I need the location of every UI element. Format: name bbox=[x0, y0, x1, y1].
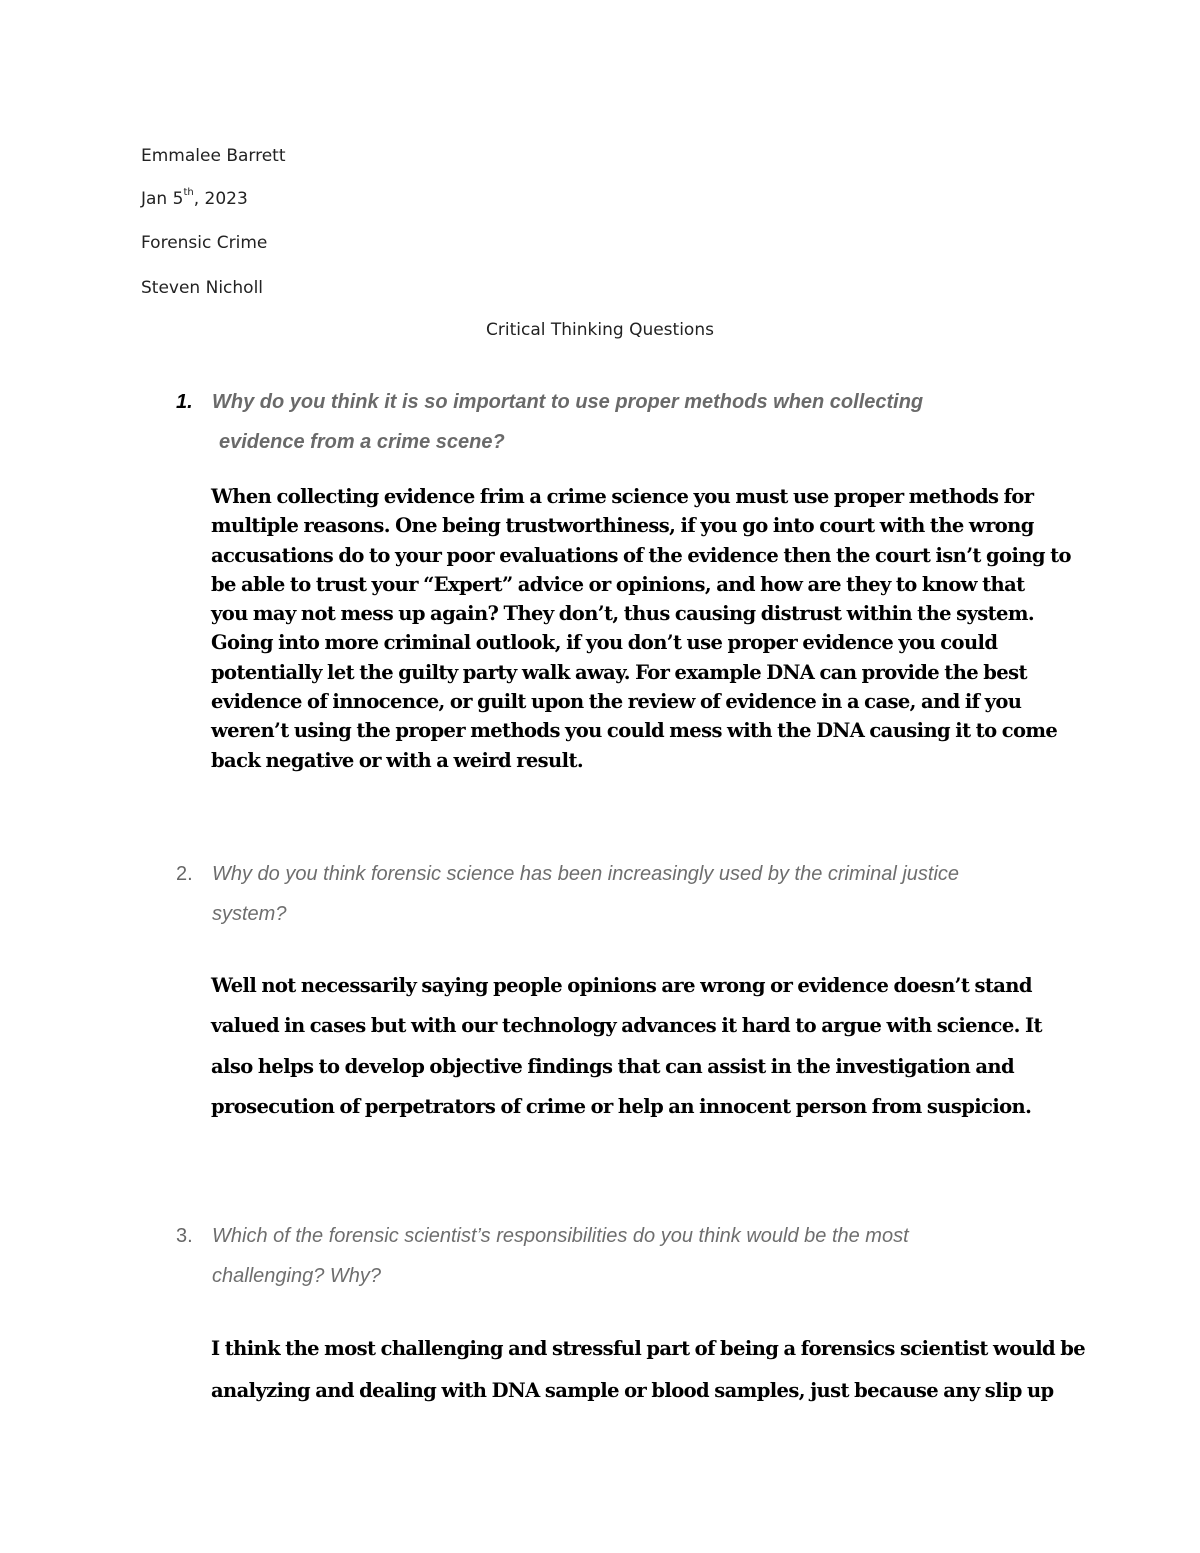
question-1-line-2: evidence from a crime scene? bbox=[219, 431, 505, 453]
document-title: Critical Thinking Questions bbox=[486, 320, 714, 340]
answer-2-line: valued in cases but with our technology advances it hard to argue with science. It bbox=[211, 1014, 1042, 1038]
question-1-number: 1. bbox=[176, 391, 193, 413]
answer-1-line: potentially let the guilty party walk away. For example DNA can provide the best bbox=[211, 660, 1027, 684]
question-2-line-2: system? bbox=[212, 903, 287, 925]
question-2-number: 2. bbox=[176, 863, 193, 885]
answer-1-line: multiple reasons. One being trustworthiness, if you go into court with the wrong bbox=[211, 514, 1034, 538]
answer-2-line: Well not necessarily saying people opinions are wrong or evidence doesn’t stand bbox=[211, 974, 1032, 997]
question-1-line-1: Why do you think it is so important to use proper methods when collecting bbox=[212, 391, 924, 413]
question-3-line-2: challenging? Why? bbox=[212, 1265, 381, 1287]
answer-3 bbox=[211, 1328, 1091, 1412]
answer-1-line: weren’t using the proper methods you could mess with the DNA causing it to come bbox=[211, 719, 1058, 743]
answer-1-line: accusations do to your poor evaluations of the evidence then the court isn’t going to bbox=[211, 543, 1071, 567]
answer-1-line: back negative or with a weird result. bbox=[211, 748, 584, 772]
date-ordinal: th bbox=[183, 187, 194, 199]
answer-1-line: you may not mess up again? They don’t, thus causing distrust within the system. bbox=[211, 602, 1035, 626]
date-line bbox=[141, 189, 248, 209]
answer-1 bbox=[211, 482, 1091, 775]
answer-3-line: I think the most challenging and stressful part of being a forensics scientist would be bbox=[211, 1337, 1086, 1360]
date-month-day: Jan 5 bbox=[141, 189, 184, 209]
instructor-name: Steven Nicholl bbox=[141, 278, 264, 298]
answer-2-line: also helps to develop objective findings that can assist in the investigation and bbox=[211, 1054, 1014, 1078]
answer-1-line: When collecting evidence frim a crime science you must use proper methods for bbox=[211, 485, 1034, 508]
answer-3-line: analyzing and dealing with DNA sample or blood samples, just because any slip up bbox=[211, 1379, 1054, 1402]
date-year: , 2023 bbox=[193, 189, 248, 209]
answer-2 bbox=[211, 966, 1091, 1127]
question-3-line-1: Which of the forensic scientist’s responsibilities do you think would be the most bbox=[212, 1225, 909, 1247]
answer-2-line: prosecution of perpetrators of crime or help an innocent person from suspicion. bbox=[211, 1094, 1032, 1118]
answer-1-line: be able to trust your “Expert” advice or opinions, and how are they to know that bbox=[211, 572, 1025, 596]
answer-1-line: evidence of innocence, or guilt upon the review of evidence in a case, and if you bbox=[211, 690, 1022, 714]
question-2-line-1: Why do you think forensic science has been increasingly used by the criminal justice bbox=[212, 863, 960, 885]
author-name: Emmalee Barrett bbox=[141, 146, 286, 166]
course-name: Forensic Crime bbox=[141, 233, 268, 253]
answer-1-line: Going into more criminal outlook, if you don’t use proper evidence you could bbox=[211, 631, 998, 655]
question-3-number: 3. bbox=[176, 1225, 193, 1247]
